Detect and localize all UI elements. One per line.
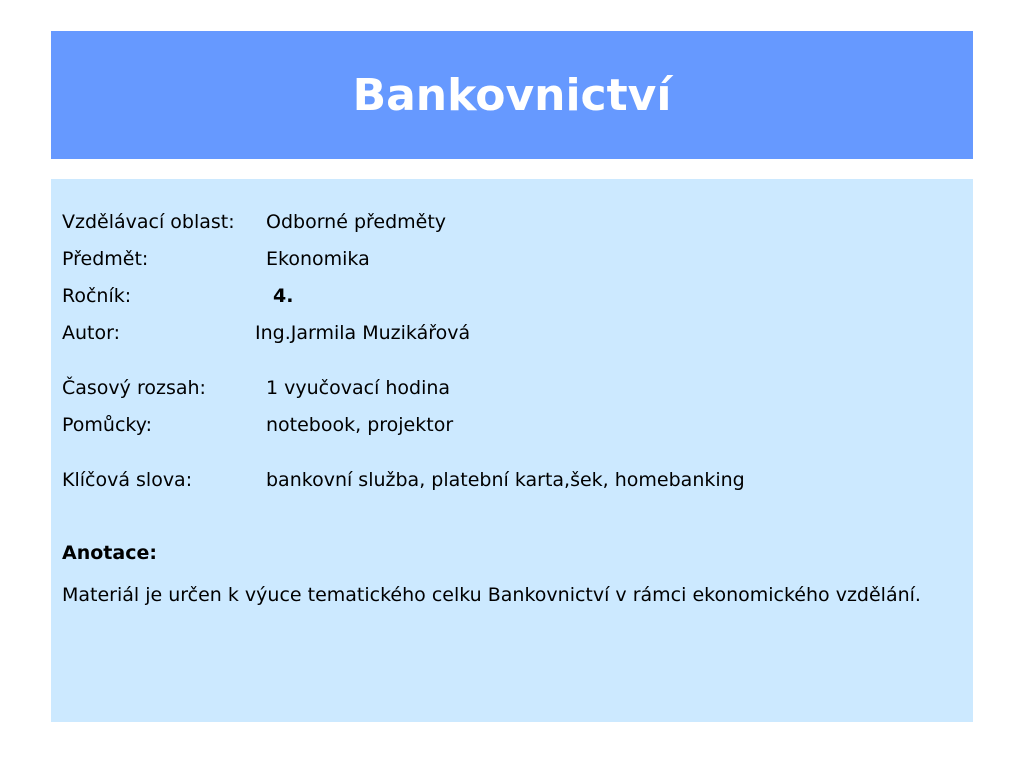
grade-label: Ročník: xyxy=(62,285,132,307)
grade-value: 4. xyxy=(273,285,294,307)
duration-value: 1 vyučovací hodina xyxy=(266,377,451,399)
keywords-label: Klíčová slova: xyxy=(62,469,193,491)
info-row-tools xyxy=(62,413,453,437)
info-row-grade xyxy=(62,284,293,308)
tools-value: notebook, projektor xyxy=(266,414,454,436)
subject-label: Předmět: xyxy=(62,248,149,270)
info-row-field xyxy=(62,210,446,234)
title-banner xyxy=(51,31,973,159)
author-value: Ing.Jarmila Muzikářová xyxy=(255,322,471,344)
tools-label: Pomůcky: xyxy=(62,414,152,436)
info-row-keywords xyxy=(62,468,745,492)
field-value: Odborné předměty xyxy=(266,211,447,233)
annotation-text: Materiál je určen k výuce tematického celku Bankovnictví v rámci ekonomického vzdělání. xyxy=(62,584,921,606)
slide-title: Bankovnictví xyxy=(352,69,672,121)
field-label: Vzdělávací oblast: xyxy=(62,211,235,233)
annotation-heading: Anotace: xyxy=(62,542,157,564)
info-row-author xyxy=(62,321,470,345)
keywords-value: bankovní služba, platební karta,šek, homebanking xyxy=(266,469,745,491)
subject-value: Ekonomika xyxy=(266,248,370,270)
content-box xyxy=(51,179,973,722)
info-row-duration xyxy=(62,376,450,400)
info-row-subject xyxy=(62,247,370,271)
author-label: Autor: xyxy=(62,322,120,344)
duration-label: Časový rozsah: xyxy=(62,377,206,399)
